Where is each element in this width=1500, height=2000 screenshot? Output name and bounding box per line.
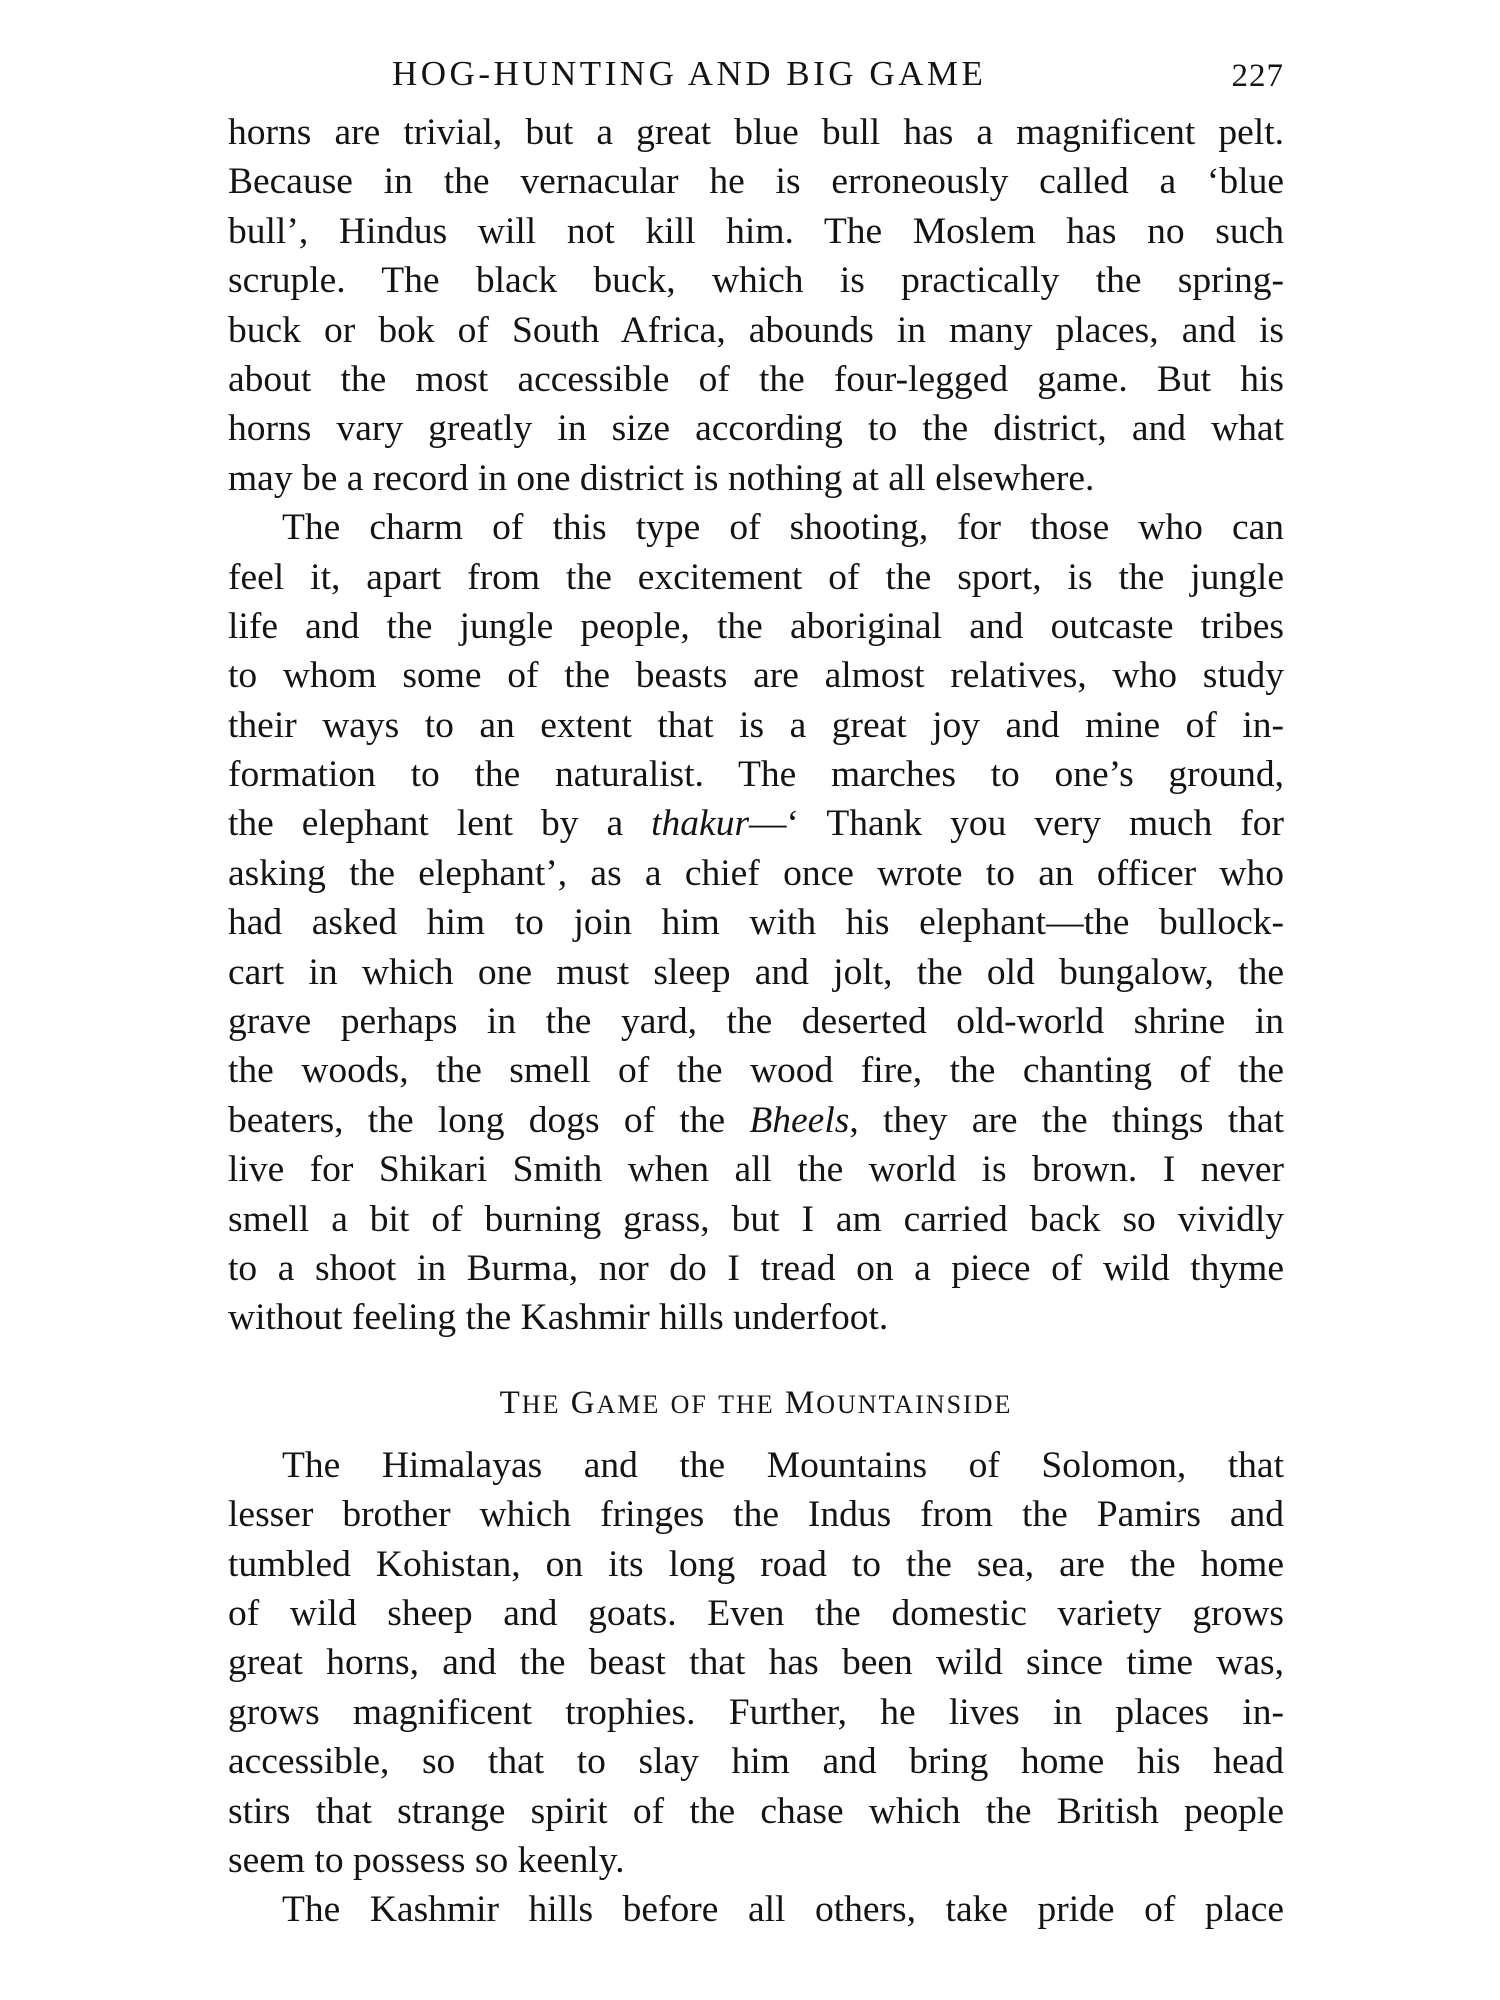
text-line: life and the jungle people, the aboriginal and outcaste tribes	[228, 605, 1284, 647]
text-line: live for Shikari Smith when all the world is brown. I never	[228, 1149, 1284, 1191]
text-line: bull’, Hindus will not kill him. The Moslem has no such	[228, 210, 1284, 252]
italic-word-bheels: Bheels	[749, 1099, 850, 1141]
text-line	[228, 1096, 1284, 1145]
page-number: 227	[1231, 58, 1284, 94]
text-line: without feeling the Kashmir hills underfoot.	[228, 1297, 889, 1339]
text-line: great horns, and the beast that has been wild since time was,	[228, 1642, 1284, 1684]
text-line: to a shoot in Burma, nor do I tread on a piece of wild thyme	[228, 1247, 1284, 1289]
text-line: Because in the vernacular he is erroneously called a ‘blue	[228, 161, 1284, 203]
text-line: to whom some of the beasts are almost relatives, who study	[228, 655, 1284, 697]
text-line: formation to the naturalist. The marches to one’s ground,	[228, 754, 1284, 796]
text-line: may be a record in one district is nothing at all elsewhere.	[228, 457, 1095, 499]
heading-smallcaps: OUNTAINSIDE	[816, 1389, 1013, 1419]
text-line: had asked him to join him with his elephant—the bullock-	[228, 902, 1284, 944]
text-line: seem to possess so keenly.	[228, 1839, 625, 1881]
heading-smallcaps: OF	[670, 1389, 708, 1419]
text-line: feel it, apart from the excitement of the sport, is the jungle	[228, 556, 1284, 598]
text-line: The Himalayas and the Mountains of Solomon, that	[282, 1444, 1284, 1486]
text-line: stirs that strange spirit of the chase which the British people	[228, 1790, 1284, 1832]
italic-word-thakur: thakur	[651, 803, 750, 845]
heading-cap: G	[570, 1384, 597, 1421]
paragraph-himalayas	[228, 1441, 1284, 1886]
paragraph-jungle-life	[228, 503, 1284, 1343]
heading-cap: M	[784, 1384, 817, 1421]
text-line	[228, 799, 1284, 848]
heading-cap: T	[499, 1384, 522, 1421]
text-line: smell a bit of burning grass, but I am carried back so vividly	[228, 1198, 1284, 1240]
text-line: horns vary greatly in size according to the district, and what	[228, 408, 1284, 450]
heading-smallcaps: AME	[596, 1389, 661, 1419]
text-line: lesser brother which fringes the Indus from the Pamirs and	[228, 1494, 1284, 1536]
section-heading	[228, 1379, 1284, 1427]
text-line: The Kashmir hills before all others, take pride of place	[282, 1889, 1284, 1931]
text-run: the elephant lent by a	[228, 803, 652, 845]
heading-smallcaps: HE	[521, 1389, 561, 1419]
text-line: tumbled Kohistan, on its long road to the sea, are the home	[228, 1543, 1284, 1585]
text-line: their ways to an extent that is a great joy and mine of in-	[228, 704, 1284, 746]
text-run: —‘ Thank you very much for	[749, 803, 1284, 845]
text-line: The charm of this type of shooting, for those who can	[282, 507, 1284, 549]
text-line: about the most accessible of the four-legged game. But his	[228, 358, 1284, 400]
text-line: the woods, the smell of the wood fire, the chanting of the	[228, 1050, 1284, 1092]
running-header	[228, 50, 1284, 108]
paragraph-kashmir	[228, 1885, 1284, 1934]
text-line: cart in which one must sleep and jolt, the old bungalow, the	[228, 951, 1284, 993]
running-title: HOG-HUNTING AND BIG GAME	[392, 54, 987, 93]
text-line: scruple. The black buck, which is practically the spring-	[228, 260, 1284, 302]
text-line: asking the elephant’, as a chief once wrote to an officer who	[228, 852, 1284, 894]
text-line: horns are trivial, but a great blue bull has a magnificent pelt.	[228, 112, 1284, 153]
text-run: beaters, the long dogs of the	[228, 1099, 750, 1141]
text-line: buck or bok of South Africa, abounds in many places, and is	[228, 309, 1284, 351]
text-line: grave perhaps in the yard, the deserted old-world shrine in	[228, 1001, 1284, 1043]
book-page	[228, 50, 1284, 1935]
text-line: accessible, so that to slay him and bring home his head	[228, 1741, 1284, 1783]
text-line: of wild sheep and goats. Even the domestic variety grows	[228, 1592, 1284, 1634]
paragraph-blue-bull	[228, 108, 1284, 503]
text-run: , they are the things that	[849, 1099, 1284, 1141]
text-line: grows magnificent trophies. Further, he lives in places in-	[228, 1691, 1284, 1733]
heading-smallcaps: THE	[718, 1389, 775, 1419]
